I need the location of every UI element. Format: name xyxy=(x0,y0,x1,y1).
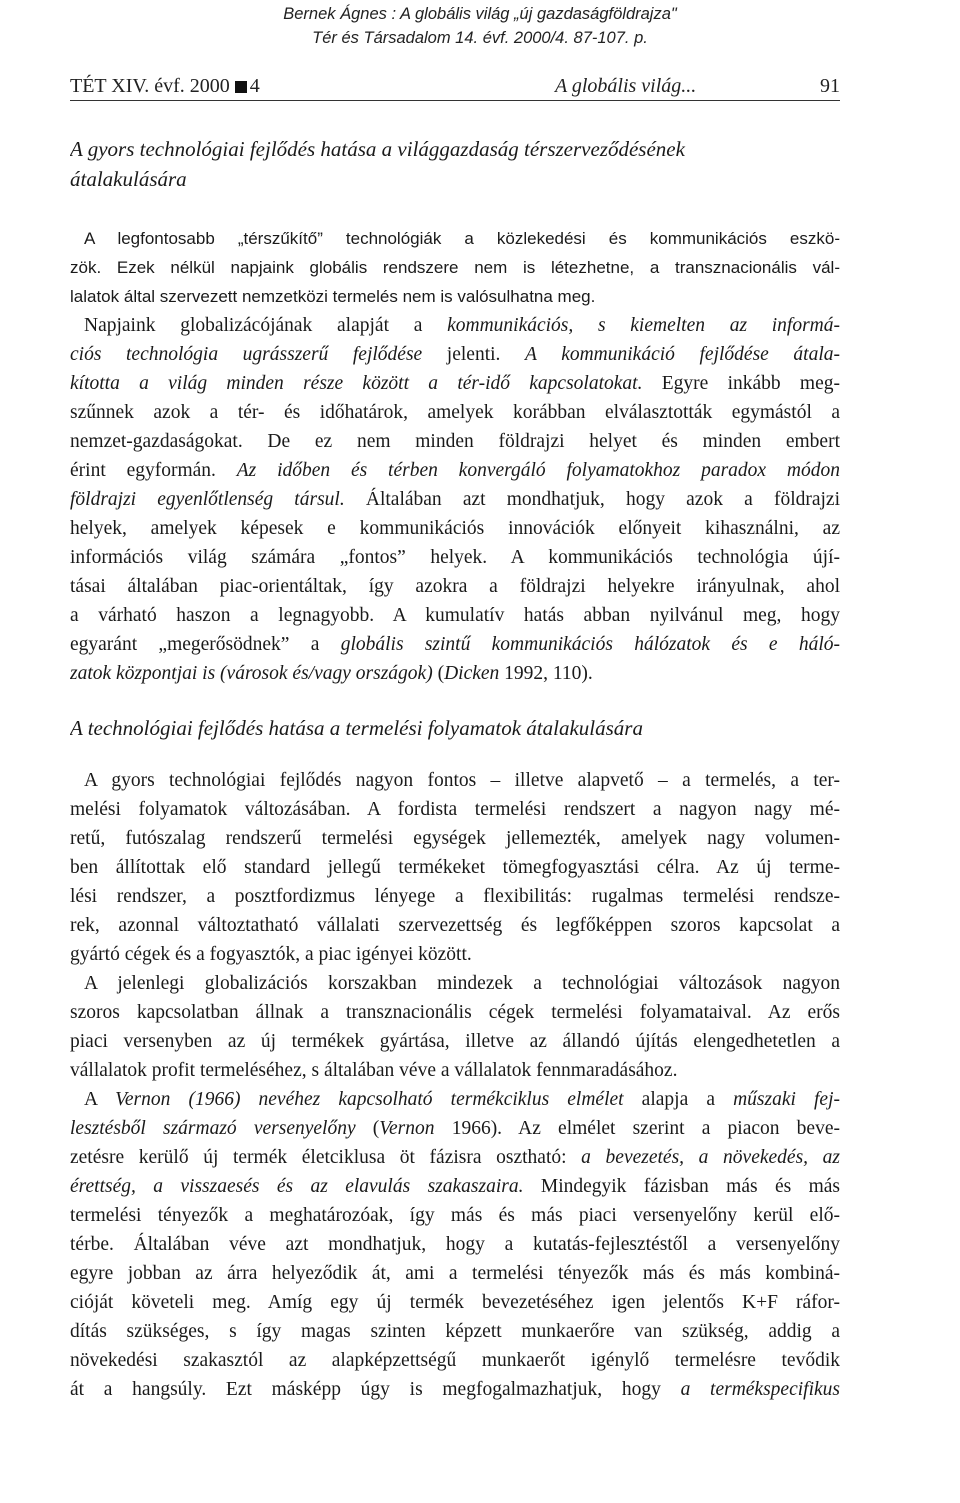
italic-text-span: a termékspecifikus xyxy=(680,1379,840,1400)
text-line xyxy=(70,911,840,940)
section-1-body xyxy=(70,224,840,688)
text-line xyxy=(70,853,840,882)
italic-text-span: műszaki fej- xyxy=(733,1089,840,1110)
text-span: jelenti. xyxy=(422,344,526,365)
text-span: gyártó cégek és a fogyasztók, a piac igényei között. xyxy=(70,944,472,965)
text-line xyxy=(70,940,840,969)
text-line xyxy=(70,1230,840,1259)
section-2-body xyxy=(70,766,840,1404)
text-span: melési folyamatok változásában. A fordista termelési rendszert a nagyon nagy mé- xyxy=(70,799,840,820)
text-span: retű, futószalag rendszerű termelési egységek jellemezték, amelyek nagy volumen- xyxy=(70,828,840,849)
text-span: A jelenlegi globalizációs korszakban mindezek a technológiai változások nagyon xyxy=(84,973,840,994)
text-span: 1992, 110). xyxy=(499,663,593,684)
text-line xyxy=(70,1259,840,1288)
text-span: szűnnek azok a tér- és időhatárok, amelyek korábban elválasztották egymástól a xyxy=(70,402,840,423)
italic-text-span: lesztésből származó versenyelőny xyxy=(70,1118,356,1139)
text-line xyxy=(70,340,840,369)
italic-text-span: Vernon (1966) nevéhez kapcsolható termékciklus elmélet xyxy=(115,1089,624,1110)
text-line xyxy=(70,824,840,853)
italic-text-span: Dicken xyxy=(444,663,500,684)
text-span: termelési tényezők a meghatározóak, így más és más piaci versenyelőny kerül elő- xyxy=(70,1205,840,1226)
text-line xyxy=(70,1114,840,1143)
text-line xyxy=(70,224,840,253)
text-line xyxy=(70,998,840,1027)
text-line xyxy=(70,456,840,485)
text-line xyxy=(70,1027,840,1056)
journal-issue-post: 4 xyxy=(249,75,260,97)
text-span: lési rendszer, a posztfordizmus lényege a flexibilitás: rugalmas termelési rendsze- xyxy=(70,886,840,907)
text-line xyxy=(70,311,840,340)
text-line xyxy=(70,969,840,998)
text-span: tásai általában piac-orientáltak, így azokra a földrajzi helyekre irányulnak, ahol xyxy=(70,576,840,597)
text-line xyxy=(70,543,840,572)
text-span: A xyxy=(84,1089,116,1110)
citation-header xyxy=(0,2,960,50)
text-span: Egyre inkább meg- xyxy=(642,373,840,394)
text-span: dítás szükséges, s így magas szinten képzett munkaerőre van szükség, addig a xyxy=(70,1321,840,1342)
text-line xyxy=(70,485,840,514)
text-span: zetésre kerülő új termék életciklusa öt fázisra osztható: xyxy=(70,1147,582,1168)
section-1-heading xyxy=(70,134,840,194)
text-line xyxy=(70,398,840,427)
italic-text-span: a bevezetés, a növekedés, az xyxy=(581,1147,840,1168)
text-span: ben állítottak elő standard jellegű termékeket tömegfogyasztási célra. Az új terme- xyxy=(70,857,840,878)
text-span: ( xyxy=(432,663,445,684)
section-2-heading-text: A technológiai fejlődés hatása a termelési folyamatok átalakulására xyxy=(70,716,643,740)
text-span: A gyors technológiai fejlődés nagyon fontos – illetve alapvető – a termelés, a ter- xyxy=(84,770,840,791)
text-span: cióját követeli meg. Amíg egy új termék bevezetéséhez igen jelentős K+F ráfor- xyxy=(70,1292,840,1313)
text-line xyxy=(70,253,840,282)
square-bullet-icon xyxy=(235,81,247,93)
text-line xyxy=(70,427,840,456)
text-span: ( xyxy=(355,1118,380,1139)
text-span: alapja a xyxy=(623,1089,734,1110)
text-span: egyre jobban az árra helyeződik át, ami a termelési tényezők más és más kombiná- xyxy=(70,1263,840,1284)
text-span: nemzet-gazdaságokat. De ez nem minden földrajzi helyet és minden embert xyxy=(70,431,840,452)
section-2-heading xyxy=(70,713,840,743)
text-line xyxy=(70,514,840,543)
text-span: Mindegyik fázisban más és más xyxy=(523,1176,840,1197)
italic-text-span: kommunikációs, s kiemelten az informá- xyxy=(447,315,840,336)
text-line xyxy=(70,572,840,601)
text-span: egyaránt „megerősödnek” a xyxy=(70,634,341,655)
page-number: 91 xyxy=(820,75,840,97)
text-line xyxy=(70,282,840,311)
text-line xyxy=(70,1201,840,1230)
italic-text-span: földrajzi egyenlőtlenség társul. xyxy=(70,489,345,510)
header-rule xyxy=(70,100,840,101)
text-span: lalatok által szervezett nemzetközi termelés nem is valósulhatna meg. xyxy=(70,287,596,306)
text-span: növekedési szakasztól az alapképzettségű munkaerőt igénylő termelésre tevődik xyxy=(70,1350,840,1371)
italic-text-span: ciós technológia ugrásszerű fejlődése xyxy=(70,344,423,365)
text-line xyxy=(70,1085,840,1114)
italic-text-span: A kommunikáció fejlődése átala- xyxy=(525,344,840,365)
text-line xyxy=(70,1143,840,1172)
italic-text-span: zatok központjai is (városok és/vagy országok) xyxy=(70,663,433,684)
text-span: Napjaink globalizácójának alapját a xyxy=(84,315,448,336)
text-line xyxy=(70,630,840,659)
citation-line-1: Bernek Ágnes : A globális világ „új gazdaságföldrajza" xyxy=(283,5,677,23)
text-span: helyek, amelyek képesek e kommunikációs innovációk előnyeit kihasználni, az xyxy=(70,518,840,539)
text-line xyxy=(70,601,840,630)
text-span: 1966). Az elmélet szerint a piacon beve- xyxy=(434,1118,840,1139)
text-span: érint egyformán. xyxy=(70,460,237,481)
text-line xyxy=(70,1172,840,1201)
text-line xyxy=(70,369,840,398)
text-span: zök. Ezek nélkül napjaink globális rendszere nem is létezhetne, a transznacionális vál- xyxy=(70,258,840,277)
italic-text-span: érettség, a visszaesés és az elavulás szakaszaira. xyxy=(70,1176,524,1197)
citation-line-2: Tér és Társadalom 14. évf. 2000/4. 87-107. p. xyxy=(312,29,648,47)
journal-issue-pre: TÉT XIV. évf. 2000 xyxy=(70,75,230,97)
text-line xyxy=(70,1346,840,1375)
text-line xyxy=(70,882,840,911)
text-line xyxy=(70,1056,840,1085)
text-line xyxy=(70,1288,840,1317)
text-span: rek, azonnal változtatható vállalati szervezettség és legfőképpen szoros kapcsolat a xyxy=(70,915,840,936)
text-span: térbe. Általában véve azt mondhatjuk, hogy a kutatás-fejlesztéstől a versenyelőny xyxy=(70,1234,840,1255)
text-span: Általában azt mondhatjuk, hogy azok a földrajzi xyxy=(344,489,840,510)
italic-text-span: globális szintű kommunikációs hálózatok és e háló- xyxy=(340,634,840,655)
text-span: A legfontosabb „térszűkítő” technológiák a közlekedési és kommunikációs eszkö- xyxy=(84,229,840,248)
text-line xyxy=(70,1375,840,1404)
italic-text-span: Az időben és térben konvergáló folyamatokhoz paradox módon xyxy=(236,460,840,481)
text-span: szoros kapcsolatban állnak a transznacionális cégek termelési folyamataival. Az erős xyxy=(70,1002,840,1023)
running-head xyxy=(70,72,840,102)
text-span: vállalatok profit termeléséhez, s általában véve a vállalatok fennmaradásához. xyxy=(70,1060,678,1081)
text-span: a várható haszon a legnagyobb. A kumulatív hatás abban nyilvánul meg, hogy xyxy=(70,605,840,626)
text-line xyxy=(70,1317,840,1346)
running-title: A globális világ... xyxy=(555,75,697,97)
journal-issue xyxy=(70,72,260,100)
text-line xyxy=(70,659,840,688)
text-line xyxy=(70,795,840,824)
italic-text-span: Vernon xyxy=(379,1118,435,1139)
text-span: át a hangsúly. Ezt másképp úgy is megfogalmazhatjuk, hogy xyxy=(70,1379,681,1400)
text-span: információs világ számára „fontos” helyek. A kommunikációs technológia újí- xyxy=(70,547,840,568)
section-1-heading-line: A gyors technológiai fejlődés hatása a világgazdaság térszerveződésének xyxy=(70,137,685,161)
text-span: piaci versenyben az új termékek gyártása, illetve az állandó újítás elengedhetetlen a xyxy=(70,1031,840,1052)
italic-text-span: kította a világ minden része között a tér-idő kapcsolatokat. xyxy=(70,373,643,394)
text-line xyxy=(70,766,840,795)
section-1-heading-line: átalakulására xyxy=(70,167,187,191)
